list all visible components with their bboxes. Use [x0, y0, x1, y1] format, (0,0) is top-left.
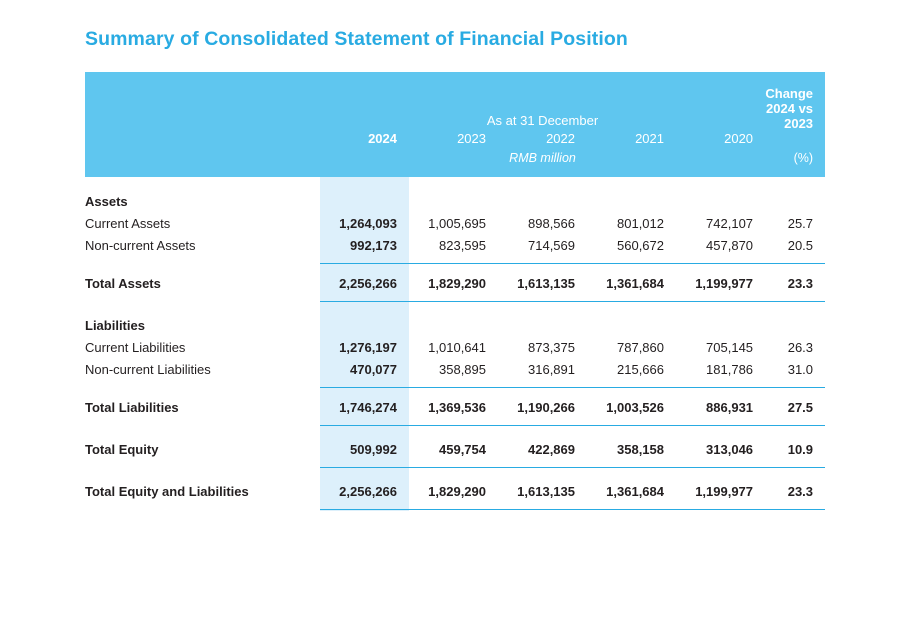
spacer-cell-highlight — [320, 380, 409, 388]
spacer-cell — [676, 380, 765, 388]
table-row-total-equity-and-liabilities — [85, 480, 825, 502]
row-value-2023: 823,595 — [439, 237, 486, 253]
spacer-row — [85, 389, 825, 396]
spacer-cell — [587, 389, 676, 396]
spacer-row — [85, 469, 825, 480]
spacer-cell — [765, 460, 825, 468]
spacer-cell — [587, 460, 676, 468]
spacer-cell — [409, 294, 498, 302]
header-year-2022: 2022 — [498, 131, 587, 148]
section-heading-assets: Assets — [85, 193, 128, 209]
spacer-cell-highlight — [320, 469, 409, 480]
spacer-cell — [676, 469, 765, 480]
header-change-line2: 2024 vs — [766, 101, 814, 116]
section-heading-row-assets — [85, 190, 825, 212]
row-value-2024: 509,992 — [320, 438, 409, 460]
spacer-cell — [498, 380, 587, 388]
spacer-cell — [676, 502, 765, 510]
spacer-cell — [765, 303, 825, 314]
header-change-line3: 2023 — [784, 116, 814, 131]
header-change-label — [765, 72, 825, 131]
row-value-2023: 1,010,641 — [428, 339, 486, 355]
spacer-cell — [676, 389, 765, 396]
spacer-cell — [676, 460, 765, 468]
spacer-cell — [587, 380, 676, 388]
section-heading-blank — [587, 190, 676, 212]
table-row-total-assets — [85, 272, 825, 294]
spacer-cell — [85, 265, 320, 272]
section-heading-blank — [409, 190, 498, 212]
section-heading-blank — [765, 190, 825, 212]
header-change-spacer — [765, 131, 825, 148]
row-label-non-current-liabilities: Non-current Liabilities — [85, 361, 211, 377]
row-value-2024: 470,077 — [320, 358, 409, 380]
row-value-2024: 2,256,266 — [320, 272, 409, 294]
spacer-cell — [409, 380, 498, 388]
header-year-2023: 2023 — [409, 131, 498, 148]
spacer-cell — [409, 460, 498, 468]
row-value-2022: 873,375 — [528, 339, 575, 355]
row-label-total-liabilities: Total Liabilities — [85, 399, 179, 415]
row-value-2020: 181,786 — [706, 361, 754, 377]
divider-line — [498, 510, 587, 512]
spacer-cell — [765, 265, 825, 272]
spacer-cell — [765, 294, 825, 302]
table-row-total-equity — [85, 438, 825, 460]
table-header — [85, 72, 825, 177]
section-heading-blank — [676, 190, 765, 212]
spacer-cell — [85, 427, 320, 438]
divider-row-bottom — [85, 510, 825, 512]
spacer-cell — [85, 418, 320, 426]
section-heading-blank — [498, 314, 587, 336]
row-value-2023: 1,829,290 — [428, 275, 486, 291]
row-value-2021: 358,158 — [617, 441, 664, 457]
spacer-cell-highlight — [320, 265, 409, 272]
spacer-cell-highlight — [320, 303, 409, 314]
row-value-2024: 2,256,266 — [320, 480, 409, 502]
spacer-cell — [85, 502, 320, 510]
divider-line — [320, 510, 409, 512]
row-value-2024: 1,264,093 — [320, 212, 409, 234]
spacer-row — [85, 380, 825, 388]
spacer-cell — [409, 427, 498, 438]
row-value-change: 23.3 — [787, 483, 814, 499]
section-heading-blank — [587, 314, 676, 336]
row-value-2020: 313,046 — [706, 441, 754, 457]
row-value-2021: 787,860 — [617, 339, 664, 355]
row-value-2022: 1,190,266 — [517, 399, 575, 415]
spacer-cell — [676, 294, 765, 302]
spacer-cell — [409, 256, 498, 264]
spacer-cell — [676, 256, 765, 264]
table-header-unit-row — [85, 148, 825, 177]
spacer-cell — [85, 460, 320, 468]
section-heading-blank — [498, 190, 587, 212]
page-title: Summary of Consolidated Statement of Financial Position — [85, 28, 628, 50]
spacer-cell — [85, 389, 320, 396]
spacer-cell — [409, 502, 498, 510]
divider-line — [765, 510, 825, 512]
header-blank-cell-3 — [85, 148, 320, 177]
table-header-top-row — [85, 72, 825, 131]
row-value-2022: 1,613,135 — [517, 275, 575, 291]
spacer-cell — [85, 294, 320, 302]
row-label-current-assets: Current Assets — [85, 215, 171, 231]
financial-position-table-wrapper — [85, 72, 825, 511]
row-value-2023: 358,895 — [439, 361, 486, 377]
row-value-2021: 801,012 — [617, 215, 664, 231]
spacer-cell — [587, 427, 676, 438]
spacer-cell — [498, 389, 587, 396]
spacer-cell — [409, 303, 498, 314]
section-heading-row-liabilities — [85, 314, 825, 336]
table-body — [85, 177, 825, 511]
row-value-2024: 1,746,274 — [320, 396, 409, 418]
row-value-2024: 1,276,197 — [320, 336, 409, 358]
row-value-2022: 898,566 — [528, 215, 575, 231]
divider-line — [676, 510, 765, 512]
spacer-cell — [85, 469, 320, 480]
row-value-2020: 886,931 — [706, 399, 754, 415]
row-value-2021: 560,672 — [617, 237, 664, 253]
header-year-2021: 2021 — [587, 131, 676, 148]
row-value-2024: 992,173 — [320, 234, 409, 256]
spacer-row — [85, 294, 825, 302]
section-heading-blank — [765, 314, 825, 336]
header-as-at-label: As at 31 December — [320, 72, 765, 131]
row-label-total-equity-and-liabilities: Total Equity and Liabilities — [85, 483, 249, 499]
spacer-cell-highlight — [320, 418, 409, 426]
row-value-change: 25.7 — [787, 215, 814, 231]
section-heading-blank — [320, 190, 409, 212]
table-header-year-row — [85, 131, 825, 148]
spacer-cell — [498, 294, 587, 302]
spacer-cell — [498, 418, 587, 426]
spacer-cell — [587, 469, 676, 480]
row-value-change: 31.0 — [787, 361, 814, 377]
row-label-total-equity: Total Equity — [85, 441, 159, 457]
row-value-2021: 1,361,684 — [606, 483, 664, 499]
table-row — [85, 212, 825, 234]
row-label-current-liabilities: Current Liabilities — [85, 339, 186, 355]
table-row — [85, 234, 825, 256]
section-heading-blank — [409, 314, 498, 336]
header-blank-cell-2 — [85, 131, 320, 148]
spacer-cell — [498, 177, 587, 190]
spacer-cell — [587, 256, 676, 264]
spacer-cell — [498, 427, 587, 438]
spacer-cell — [409, 418, 498, 426]
spacer-cell — [85, 303, 320, 314]
section-heading-blank — [320, 314, 409, 336]
header-change-line1: Change — [765, 86, 814, 101]
spacer-cell — [765, 469, 825, 480]
spacer-cell — [765, 380, 825, 388]
spacer-row — [85, 303, 825, 314]
spacer-cell — [765, 389, 825, 396]
row-value-2023: 1,005,695 — [428, 215, 486, 231]
spacer-cell — [498, 265, 587, 272]
spacer-cell — [85, 177, 320, 190]
spacer-row — [85, 427, 825, 438]
spacer-cell — [676, 265, 765, 272]
spacer-cell — [498, 256, 587, 264]
spacer-cell — [409, 469, 498, 480]
row-label-total-assets: Total Assets — [85, 275, 161, 291]
table-row — [85, 358, 825, 380]
spacer-cell — [587, 502, 676, 510]
section-heading-liabilities: Liabilities — [85, 317, 145, 333]
spacer-cell — [765, 502, 825, 510]
row-value-2022: 422,869 — [528, 441, 575, 457]
divider-line — [587, 510, 676, 512]
spacer-cell — [409, 389, 498, 396]
row-value-change: 10.9 — [787, 441, 814, 457]
spacer-cell-highlight — [320, 427, 409, 438]
spacer-cell — [587, 177, 676, 190]
spacer-cell — [676, 418, 765, 426]
divider-spacer — [85, 510, 320, 512]
header-year-2020: 2020 — [676, 131, 765, 148]
section-heading-blank — [676, 314, 765, 336]
spacer-row — [85, 502, 825, 510]
spacer-cell-highlight — [320, 256, 409, 264]
row-value-2023: 459,754 — [439, 441, 486, 457]
row-value-2020: 457,870 — [706, 237, 754, 253]
spacer-cell-highlight — [320, 502, 409, 510]
spacer-cell — [765, 177, 825, 190]
spacer-row — [85, 256, 825, 264]
spacer-cell — [498, 469, 587, 480]
spacer-cell — [676, 177, 765, 190]
spacer-row — [85, 177, 825, 190]
financial-position-table — [85, 72, 825, 511]
spacer-cell — [765, 427, 825, 438]
spacer-cell-highlight — [320, 177, 409, 190]
header-blank-cell — [85, 72, 320, 131]
table-row-total-liabilities — [85, 396, 825, 418]
spacer-cell — [85, 380, 320, 388]
row-value-2020: 742,107 — [706, 215, 754, 231]
spacer-cell-highlight — [320, 294, 409, 302]
divider-line — [409, 510, 498, 512]
spacer-cell — [587, 418, 676, 426]
spacer-cell — [498, 303, 587, 314]
spacer-cell — [85, 256, 320, 264]
header-year-2024: 2024 — [320, 131, 409, 148]
row-value-2020: 705,145 — [706, 339, 754, 355]
spacer-cell — [498, 502, 587, 510]
spacer-cell — [587, 303, 676, 314]
spacer-cell — [676, 303, 765, 314]
row-value-change: 26.3 — [787, 339, 814, 355]
row-value-2021: 1,361,684 — [606, 275, 664, 291]
spacer-row — [85, 418, 825, 426]
spacer-cell-highlight — [320, 460, 409, 468]
row-value-2023: 1,369,536 — [428, 399, 486, 415]
row-value-change: 20.5 — [787, 237, 814, 253]
row-value-2021: 1,003,526 — [606, 399, 664, 415]
spacer-cell — [765, 418, 825, 426]
spacer-row — [85, 460, 825, 468]
spacer-cell — [409, 177, 498, 190]
spacer-cell — [587, 294, 676, 302]
spacer-cell — [409, 265, 498, 272]
row-value-2022: 714,569 — [528, 237, 575, 253]
row-value-2022: 316,891 — [528, 361, 575, 377]
spacer-cell — [498, 460, 587, 468]
row-value-2020: 1,199,977 — [695, 275, 754, 291]
table-row — [85, 336, 825, 358]
header-unit-label: RMB million — [320, 148, 765, 177]
row-value-2022: 1,613,135 — [517, 483, 575, 499]
spacer-cell — [587, 265, 676, 272]
header-change-unit: (%) — [765, 148, 825, 177]
row-value-change: 27.5 — [787, 399, 814, 415]
row-label-non-current-assets: Non-current Assets — [85, 237, 196, 253]
row-value-2020: 1,199,977 — [695, 483, 754, 499]
spacer-cell-highlight — [320, 389, 409, 396]
spacer-cell — [765, 256, 825, 264]
spacer-cell — [676, 427, 765, 438]
row-value-change: 23.3 — [787, 275, 814, 291]
spacer-row — [85, 265, 825, 272]
row-value-2021: 215,666 — [617, 361, 664, 377]
row-value-2023: 1,829,290 — [428, 483, 486, 499]
